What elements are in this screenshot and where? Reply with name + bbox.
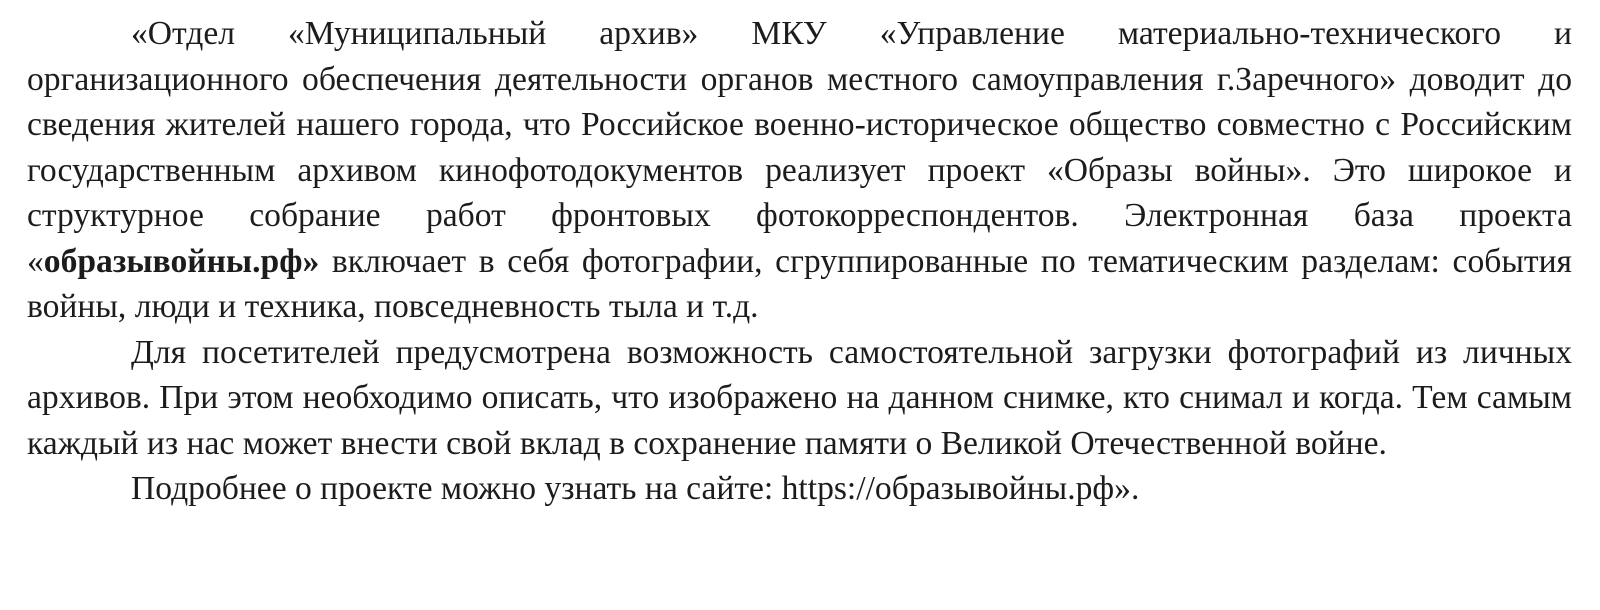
paragraph-visitor-uploads: Для посетителей предусмотрена возможность самостоятельной загрузки фотографий из личных архивов. При этом необходимо описать, что изображено на данном снимке, кто снимал и когда. Тем самым каждый из нас может внести свой вклад в сохранение памяти о Великой Отечественной войне. [27,333,1572,462]
paragraph-1-text-end: включает в себя фотографии, сгруппированные по тематическим разделам: события войны, люди и техника, повседневность тыла и т.д. [27,242,1572,325]
paragraph-archive-announcement [27,11,1572,330]
paragraph-1-text: «Отдел «Муниципальный архив» МКУ «Управление материально-технического и организационного обеспечения деятельности органов местного самоуправления г.Заречного» доводит до сведения жителей нашего города, что Российское военно-историческое общество совместно с Российским государственным архивом кинофотодокументов реализует проект «Образы войны». Это широкое и структурное собрание работ фронтовых фотокорреспондентов. Электронная база проекта « [27,15,1572,280]
project-site-bold: образывойны.рф» [43,242,320,280]
paragraph-more-info: Подробнее о проекте можно узнать на сайте: https://образывойны.рф». [131,470,1140,507]
document-body [27,11,1572,512]
